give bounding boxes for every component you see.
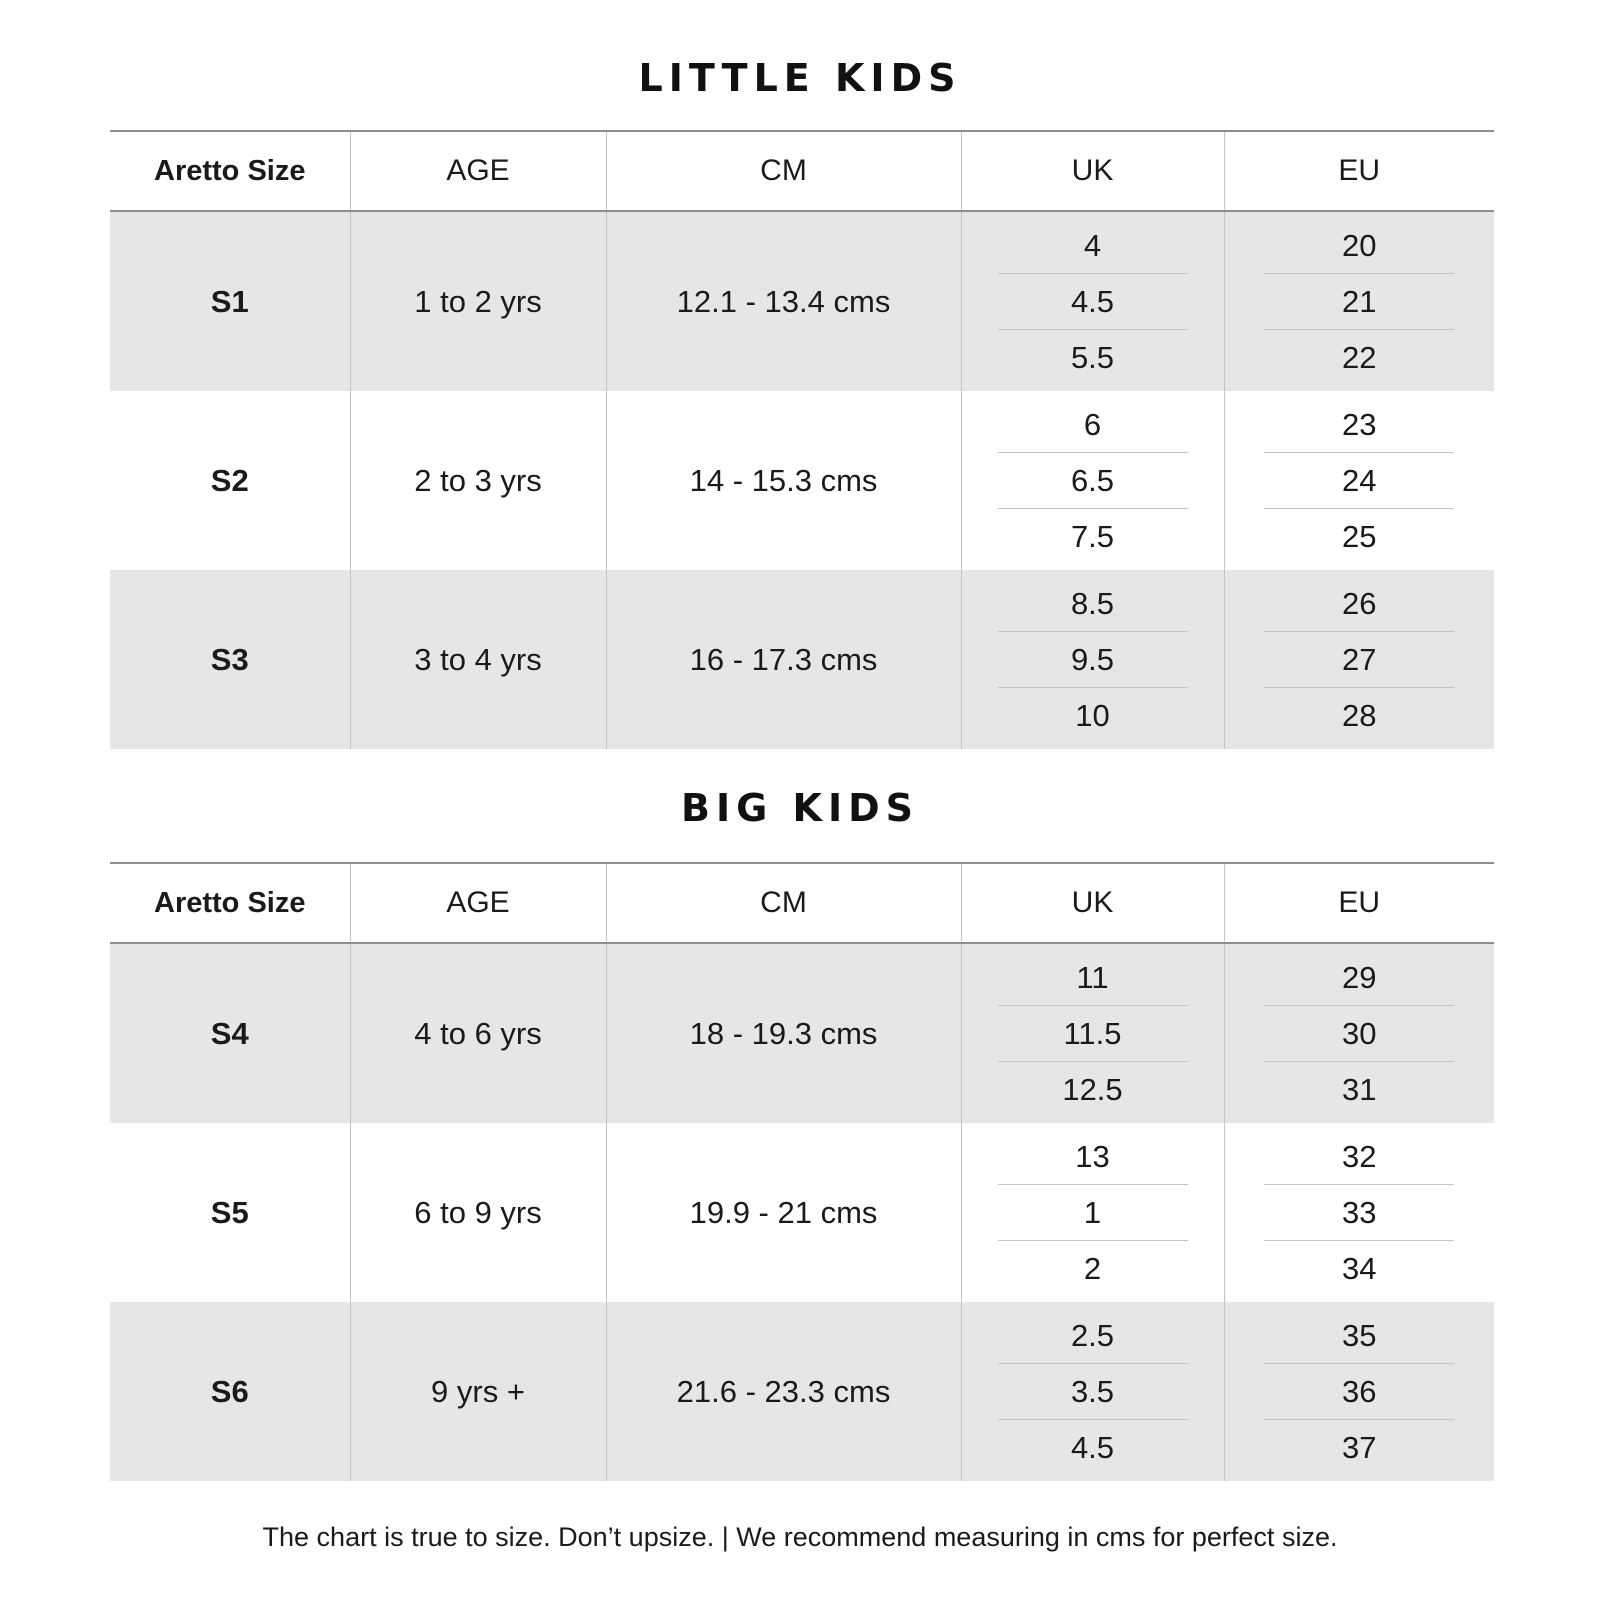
uk-size-value: 2: [1083, 1251, 1102, 1286]
eu-size-value: 22: [1342, 340, 1377, 375]
footnote: The chart is true to size. Don’t upsize. | We recommend measuring in cms for perfect size.: [262, 1522, 1338, 1552]
header-row: [110, 131, 1494, 211]
header-cm: CM: [606, 863, 961, 943]
eu-size-value: 28: [1342, 698, 1377, 733]
eu-size-value: 25: [1342, 519, 1377, 554]
header-age: AGE: [350, 863, 606, 943]
age-cell: 3 to 4 yrs: [350, 570, 606, 749]
eu-size-value: 31: [1342, 1072, 1377, 1107]
eu-cell: [1224, 1302, 1494, 1481]
header-eu: EU: [1224, 131, 1494, 211]
eu-size-value: 24: [1264, 453, 1454, 509]
eu-size-value: 34: [1342, 1251, 1377, 1286]
cm-cell: 21.6 - 23.3 cms: [606, 1302, 961, 1481]
uk-size-value: 2.5: [998, 1308, 1188, 1364]
age-cell: 9 yrs +: [350, 1302, 606, 1481]
aretto-size-cell: S1: [110, 211, 350, 391]
header-uk: UK: [961, 131, 1224, 211]
header-aretto-size: Aretto Size: [110, 863, 350, 943]
table-row: [110, 1123, 1494, 1302]
aretto-size-cell: S5: [210, 1194, 249, 1230]
uk-size-value: 4: [998, 218, 1188, 274]
uk-size-value: 12.5: [1062, 1072, 1123, 1107]
eu-size-value: 23: [1264, 397, 1454, 453]
eu-cell: [1224, 391, 1494, 570]
table-row: [110, 211, 1494, 391]
uk-size-value: 7.5: [1070, 519, 1115, 554]
table-row: [110, 391, 1494, 570]
uk-size-value: 4.5: [998, 274, 1188, 330]
uk-size-value: 4.5: [1070, 1430, 1115, 1465]
eu-size-value: 35: [1264, 1308, 1454, 1364]
uk-cell: [961, 391, 1224, 570]
eu-cell: [1224, 943, 1494, 1123]
uk-size-value: 10: [1075, 698, 1110, 733]
uk-size-value: 8.5: [998, 576, 1188, 632]
uk-size-value: 1: [998, 1185, 1188, 1241]
header-uk: UK: [961, 863, 1224, 943]
eu-cell: [1224, 570, 1494, 749]
size-table-big-kids: [110, 862, 1494, 1481]
header-row: [110, 863, 1494, 943]
eu-cell: [1224, 1123, 1494, 1302]
eu-size-value: 21: [1264, 274, 1454, 330]
eu-size-value: 20: [1264, 218, 1454, 274]
age-cell: 6 to 9 yrs: [350, 1123, 606, 1302]
aretto-size-cell: S6: [110, 1302, 350, 1481]
header-cm: CM: [606, 131, 961, 211]
uk-cell: [961, 1123, 1224, 1302]
uk-size-value: 6: [998, 397, 1188, 453]
section-title-little-kids: LITTLE KIDS: [638, 56, 962, 100]
table-row: [110, 1302, 1494, 1481]
cm-cell: 12.1 - 13.4 cms: [606, 211, 961, 391]
cm-cell: 14 - 15.3 cms: [606, 391, 961, 570]
uk-cell: [961, 1302, 1224, 1481]
eu-size-value: 27: [1264, 632, 1454, 688]
age-cell: 1 to 2 yrs: [350, 211, 606, 391]
table-row: [110, 943, 1494, 1123]
eu-size-value: 37: [1342, 1430, 1377, 1465]
uk-size-value: 9.5: [998, 632, 1188, 688]
size-table-little-kids: [110, 130, 1494, 749]
eu-size-value: 32: [1264, 1129, 1454, 1185]
uk-size-value: 11.5: [998, 1006, 1188, 1062]
uk-cell: [961, 211, 1224, 391]
cm-cell: 19.9 - 21 cms: [606, 1123, 961, 1302]
eu-size-value: 30: [1264, 1006, 1454, 1062]
cm-cell: 16 - 17.3 cms: [606, 570, 961, 749]
aretto-size-cell: S4: [110, 943, 350, 1123]
header-age: AGE: [350, 131, 606, 211]
uk-size-value: 6.5: [998, 453, 1188, 509]
eu-cell: [1224, 211, 1494, 391]
header-eu: EU: [1224, 863, 1494, 943]
eu-size-value: 36: [1264, 1364, 1454, 1420]
uk-size-value: 13: [998, 1129, 1188, 1185]
eu-size-value: 26: [1264, 576, 1454, 632]
age-cell: 4 to 6 yrs: [350, 943, 606, 1123]
cm-cell: 18 - 19.3 cms: [606, 943, 961, 1123]
uk-cell: [961, 943, 1224, 1123]
section-title-big-kids: BIG KIDS: [680, 786, 920, 830]
table-row: [110, 570, 1494, 749]
eu-size-value: 29: [1264, 950, 1454, 1006]
aretto-size-cell: S3: [110, 570, 350, 749]
uk-cell: [961, 570, 1224, 749]
uk-size-value: 3.5: [998, 1364, 1188, 1420]
uk-size-value: 5.5: [1070, 340, 1115, 375]
aretto-size-cell: S2: [210, 462, 249, 498]
uk-size-value: 11: [998, 950, 1188, 1006]
age-cell: 2 to 3 yrs: [350, 391, 606, 570]
eu-size-value: 33: [1264, 1185, 1454, 1241]
header-aretto-size: Aretto Size: [110, 131, 350, 211]
